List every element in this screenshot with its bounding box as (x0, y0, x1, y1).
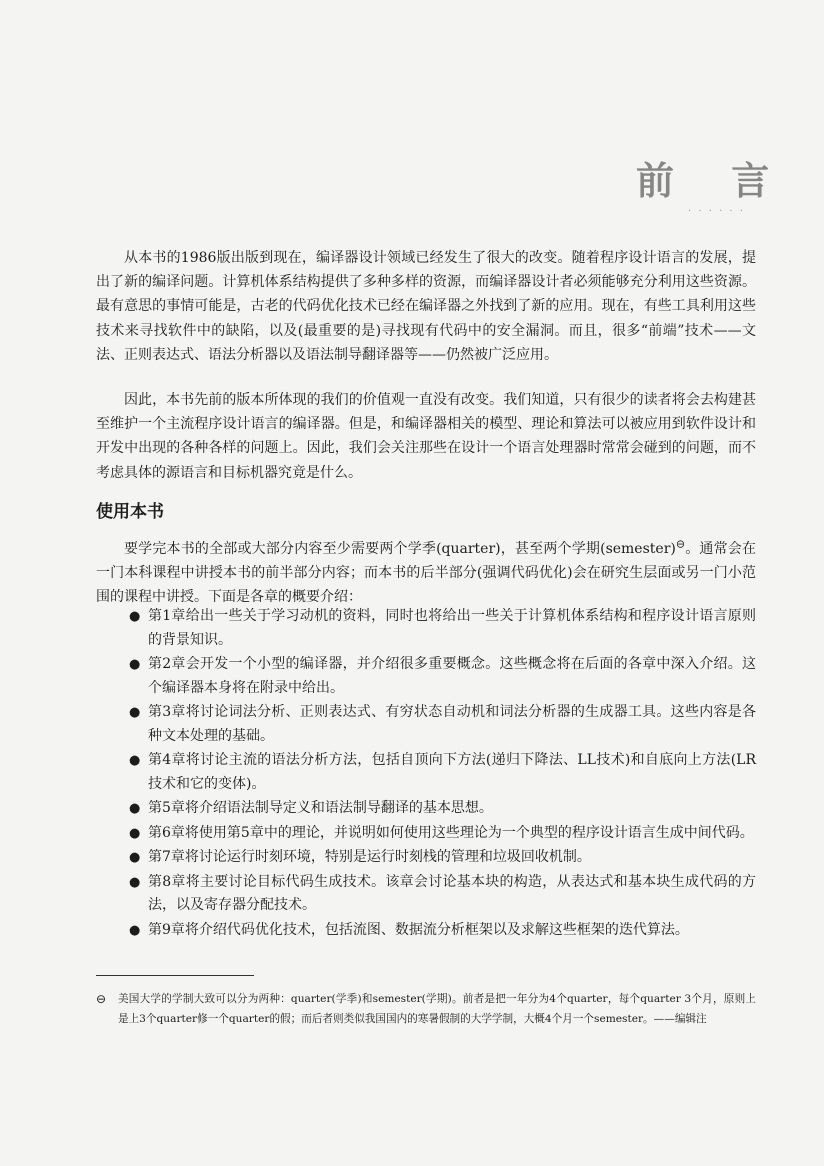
list-item-text: 第4章将讨论主流的语法分析方法，包括自顶向下方法(递归下降法、LL技术)和自底向上方法(LR技术和它的变体)。 (148, 752, 756, 792)
bullet-icon: ● (129, 825, 141, 841)
list-item (129, 919, 756, 943)
footnote (96, 990, 756, 1029)
section-paragraph-text: 要学完本书的全部或大部分内容至少需要两个学季(quarter)，甚至两个学期(semester) (124, 541, 676, 557)
list-item (129, 701, 756, 748)
list-item-text: 第2章会开发一个小型的编译器，并介绍很多重要概念。这些概念将在后面的各章中深入介绍。这个编译器本身将在附录中给出。 (148, 656, 756, 696)
list-item-text: 第8章将主要讨论目标代码生成技术。该章会讨论基本块的构造，从表达式和基本块生成代码的方法，以及寄存器分配技术。 (148, 873, 756, 913)
bullet-icon: ● (129, 874, 141, 890)
list-item-text: 第6章将使用第5章中的理论，并说明如何使用这些理论为一个典型的程序设计语言生成中间代码。 (148, 824, 754, 841)
title-decoration: · · · · · · (688, 206, 745, 217)
footnote-reference: ⊖ (675, 537, 686, 551)
list-item (129, 871, 756, 918)
footnote-mark: ⊖ (96, 992, 107, 1006)
section-paragraph-text-continued: 。通常会在一门本科课程中讲授本书的前半部分内容；而本书的后半部分(强调代码优化)会在研究生层面或另一门小范围的课程中讲授。下面是各章的概要介绍： (96, 541, 756, 606)
list-item-text: 第3章将讨论词法分析、正则表达式、有穷状态自动机和词法分析器的生成器工具。这些内容是各种文本处理的基础。 (148, 704, 756, 744)
list-item (129, 653, 756, 700)
list-item-text: 第9章将介绍代码优化技术，包括流图、数据流分析框架以及求解这些框架的迭代算法。 (148, 921, 689, 938)
chapter-title: 前 言 (636, 159, 792, 203)
bullet-icon: ● (129, 922, 141, 938)
bullet-icon: ● (129, 705, 141, 720)
section-heading: 使用本书 (96, 502, 164, 522)
intro-paragraph-1: 从本书的1986版出版到现在，编译器设计领域已经发生了很大的改变。随着程序设计语言的发展，提出了新的编译问题。计算机体系结构提供了多种多样的资源，而编译器设计者必须能够充分利用这些资源。最有意思的事情可能是，古老的代码优化技术已经在编译器之外找到了新的应用。现在，有些工具利用这些技术来寻找软件中的缺陷，以及(最重要的是)寻找现有代码中的安全漏洞。而且，很多“前端”技术——文法、正则表达式、语法分析器以及语法制导翻译器等——仍然被广泛应用。 (96, 250, 756, 363)
list-item (129, 846, 756, 870)
footnote-text: 美国大学的学制大致可以分为两种：quarter(学季)和semester(学期)。前者是把一年分为4个quarter，每个quarter 3个月，原则上是上3个quarter修一个quarter的假；而后者则类似我国国内的寒暑假制的大学学制，大概4个月一个semester。——编辑注 (118, 993, 756, 1025)
intro-paragraph-2: 因此，本书先前的版本所体现的我们的价值观一直没有改变。我们知道，只有很少的读者将会去构建甚至维护一个主流程序设计语言的编译器。但是，和编译器相关的模型、理论和算法可以被应用到软件设计和开发中出现的各种各样的问题上。因此，我们会关注那些在设计一个语言处理器时常常会碰到的问题，而不考虑具体的源语言和目标机器究竟是什么。 (96, 392, 756, 481)
bullet-icon: ● (129, 850, 141, 865)
section-paragraph (96, 537, 756, 610)
list-item-text: 第7章将讨论运行时刻环境，特别是运行时刻栈的管理和垃圾回收机制。 (148, 849, 591, 865)
list-item (129, 749, 756, 796)
list-item (129, 605, 756, 652)
list-item-text: 第1章给出一些关于学习动机的资料，同时也将给出一些关于计算机体系结构和程序设计语言原则的背景知识。 (148, 608, 756, 648)
list-item (129, 797, 756, 821)
bullet-icon: ● (129, 609, 141, 624)
bullet-icon: ● (129, 801, 141, 816)
chapter-summary-list (129, 605, 756, 943)
footnote-divider (96, 975, 254, 976)
bullet-icon: ● (129, 753, 141, 768)
list-item (129, 822, 756, 846)
bullet-icon: ● (129, 657, 141, 672)
list-item-text: 第5章将介绍语法制导定义和语法制导翻译的基本思想。 (148, 800, 493, 816)
